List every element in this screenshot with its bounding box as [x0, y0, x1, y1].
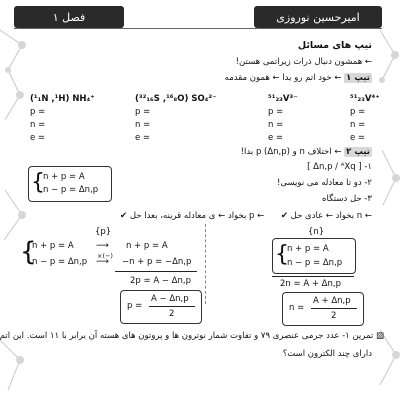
n-result-lhs: n =: [289, 303, 305, 313]
species-n: n =: [268, 120, 284, 130]
type1-label: تیپ ۱: [346, 73, 370, 83]
type1-text: ← خود اتم رو بدا ← همون مقدمه: [224, 73, 342, 83]
species-e: e =: [268, 133, 284, 143]
author-label: امیرحسین نوروزی: [276, 10, 360, 24]
p-label: {p}: [95, 227, 112, 237]
species-e: e =: [30, 133, 46, 143]
n-system-box: [272, 238, 356, 274]
species-n: n =: [135, 120, 151, 130]
p-eq1: n + p = A: [32, 241, 74, 251]
p-result-num: A − Δn,p: [151, 294, 189, 304]
equation-system-box: [28, 166, 112, 202]
species-n: n =: [350, 120, 366, 130]
fraction-bar: [311, 308, 357, 309]
species-e: e =: [135, 133, 151, 143]
species-p: p =: [268, 107, 284, 117]
brace-icon: {: [20, 237, 37, 267]
species-formula: (¹₁N ,¹H) NH₄⁺: [30, 94, 95, 104]
sum-rule: [115, 271, 197, 272]
n-result-box: [282, 292, 364, 326]
exercise-line: [0, 330, 384, 342]
type1-row: [225, 72, 372, 84]
fraction-bar: [149, 306, 195, 307]
system-eq2: n − p = Δn,p: [43, 185, 99, 195]
type2-item: ۱- [ Δn,p / ᴬXq ]: [307, 162, 372, 172]
n-result-den: 2: [331, 311, 337, 321]
arrow-right-icon: ⟶: [96, 241, 109, 251]
chapter-label: فصل ۱: [52, 10, 86, 24]
p-result-box: [120, 290, 202, 324]
type2-label: تیپ ۲: [346, 147, 370, 157]
species-formula: ⁵¹₂₃V³⁻: [268, 94, 298, 104]
p-result-den: 2: [169, 309, 175, 319]
header-divider: [14, 28, 382, 29]
multiply-op: ×(−): [97, 252, 113, 260]
exercise-text-2: دارای چند الکترون است؟: [282, 349, 372, 359]
n-sum: 2n = A + Δn,p: [280, 279, 341, 289]
p-eq2b: −n + p = −Δn,p: [122, 257, 192, 267]
species-formula: (³²₁₆S ,¹⁶₈O) SO₄²⁻: [135, 94, 217, 104]
species-e: e =: [350, 133, 366, 143]
exercise-text-1: تمرین ۱- عدد جرمی عنصری ۷۹ و تفاوت شمار نوترون ها و پروتون های هسته آن برابر با ۱۱ است. این اتم: [0, 331, 374, 341]
species-n: n =: [30, 120, 46, 130]
p-eq1b: n + p = A: [126, 241, 168, 251]
type2-row: [241, 146, 372, 158]
species-p: p =: [30, 107, 46, 117]
type2-item: ۲- دو تا معادله می نویسی!: [276, 178, 372, 188]
intro-line: ← همشون دنبال ذرات زیراتمی هستن!: [235, 57, 372, 67]
left-col-heading: ← p بخواد ← ی معادله قرینه، بعدا حل ✔: [120, 211, 265, 221]
sum-rule: [272, 276, 354, 277]
p-result-lhs: p =: [127, 301, 143, 311]
brace-icon: {: [31, 170, 45, 195]
p-sum: 2p = A − Δn,p: [130, 276, 191, 286]
n-eq1: n + p = A: [287, 244, 329, 254]
right-col-heading: ← n بخواد ← عادی حل ✔: [280, 211, 372, 221]
species-p: p =: [135, 107, 151, 117]
brace-icon: {: [275, 242, 289, 267]
n-label: {n}: [308, 227, 325, 237]
n-eq2: n − p = Δn,p: [287, 258, 343, 268]
section-title: تیپ های مسائل: [297, 40, 372, 51]
author-tab: [254, 6, 382, 28]
species-p: p =: [350, 107, 366, 117]
system-eq1: n + p = A: [43, 172, 85, 182]
p-eq2: n − p = Δn,p: [32, 257, 88, 267]
chapter-tab: [14, 6, 124, 28]
type2-item: ۳- حل دستگاه: [322, 194, 372, 204]
type2-text: ← اختلاف n و p (Δn,p) بدا!: [240, 147, 342, 157]
note-icon: ▨: [375, 331, 384, 341]
column-divider: [205, 224, 206, 304]
arrow-right-icon: ⟶: [96, 257, 109, 267]
n-result-num: A + Δn,p: [313, 296, 351, 306]
species-formula: ⁵¹₂₃V⁴⁺: [350, 94, 380, 104]
